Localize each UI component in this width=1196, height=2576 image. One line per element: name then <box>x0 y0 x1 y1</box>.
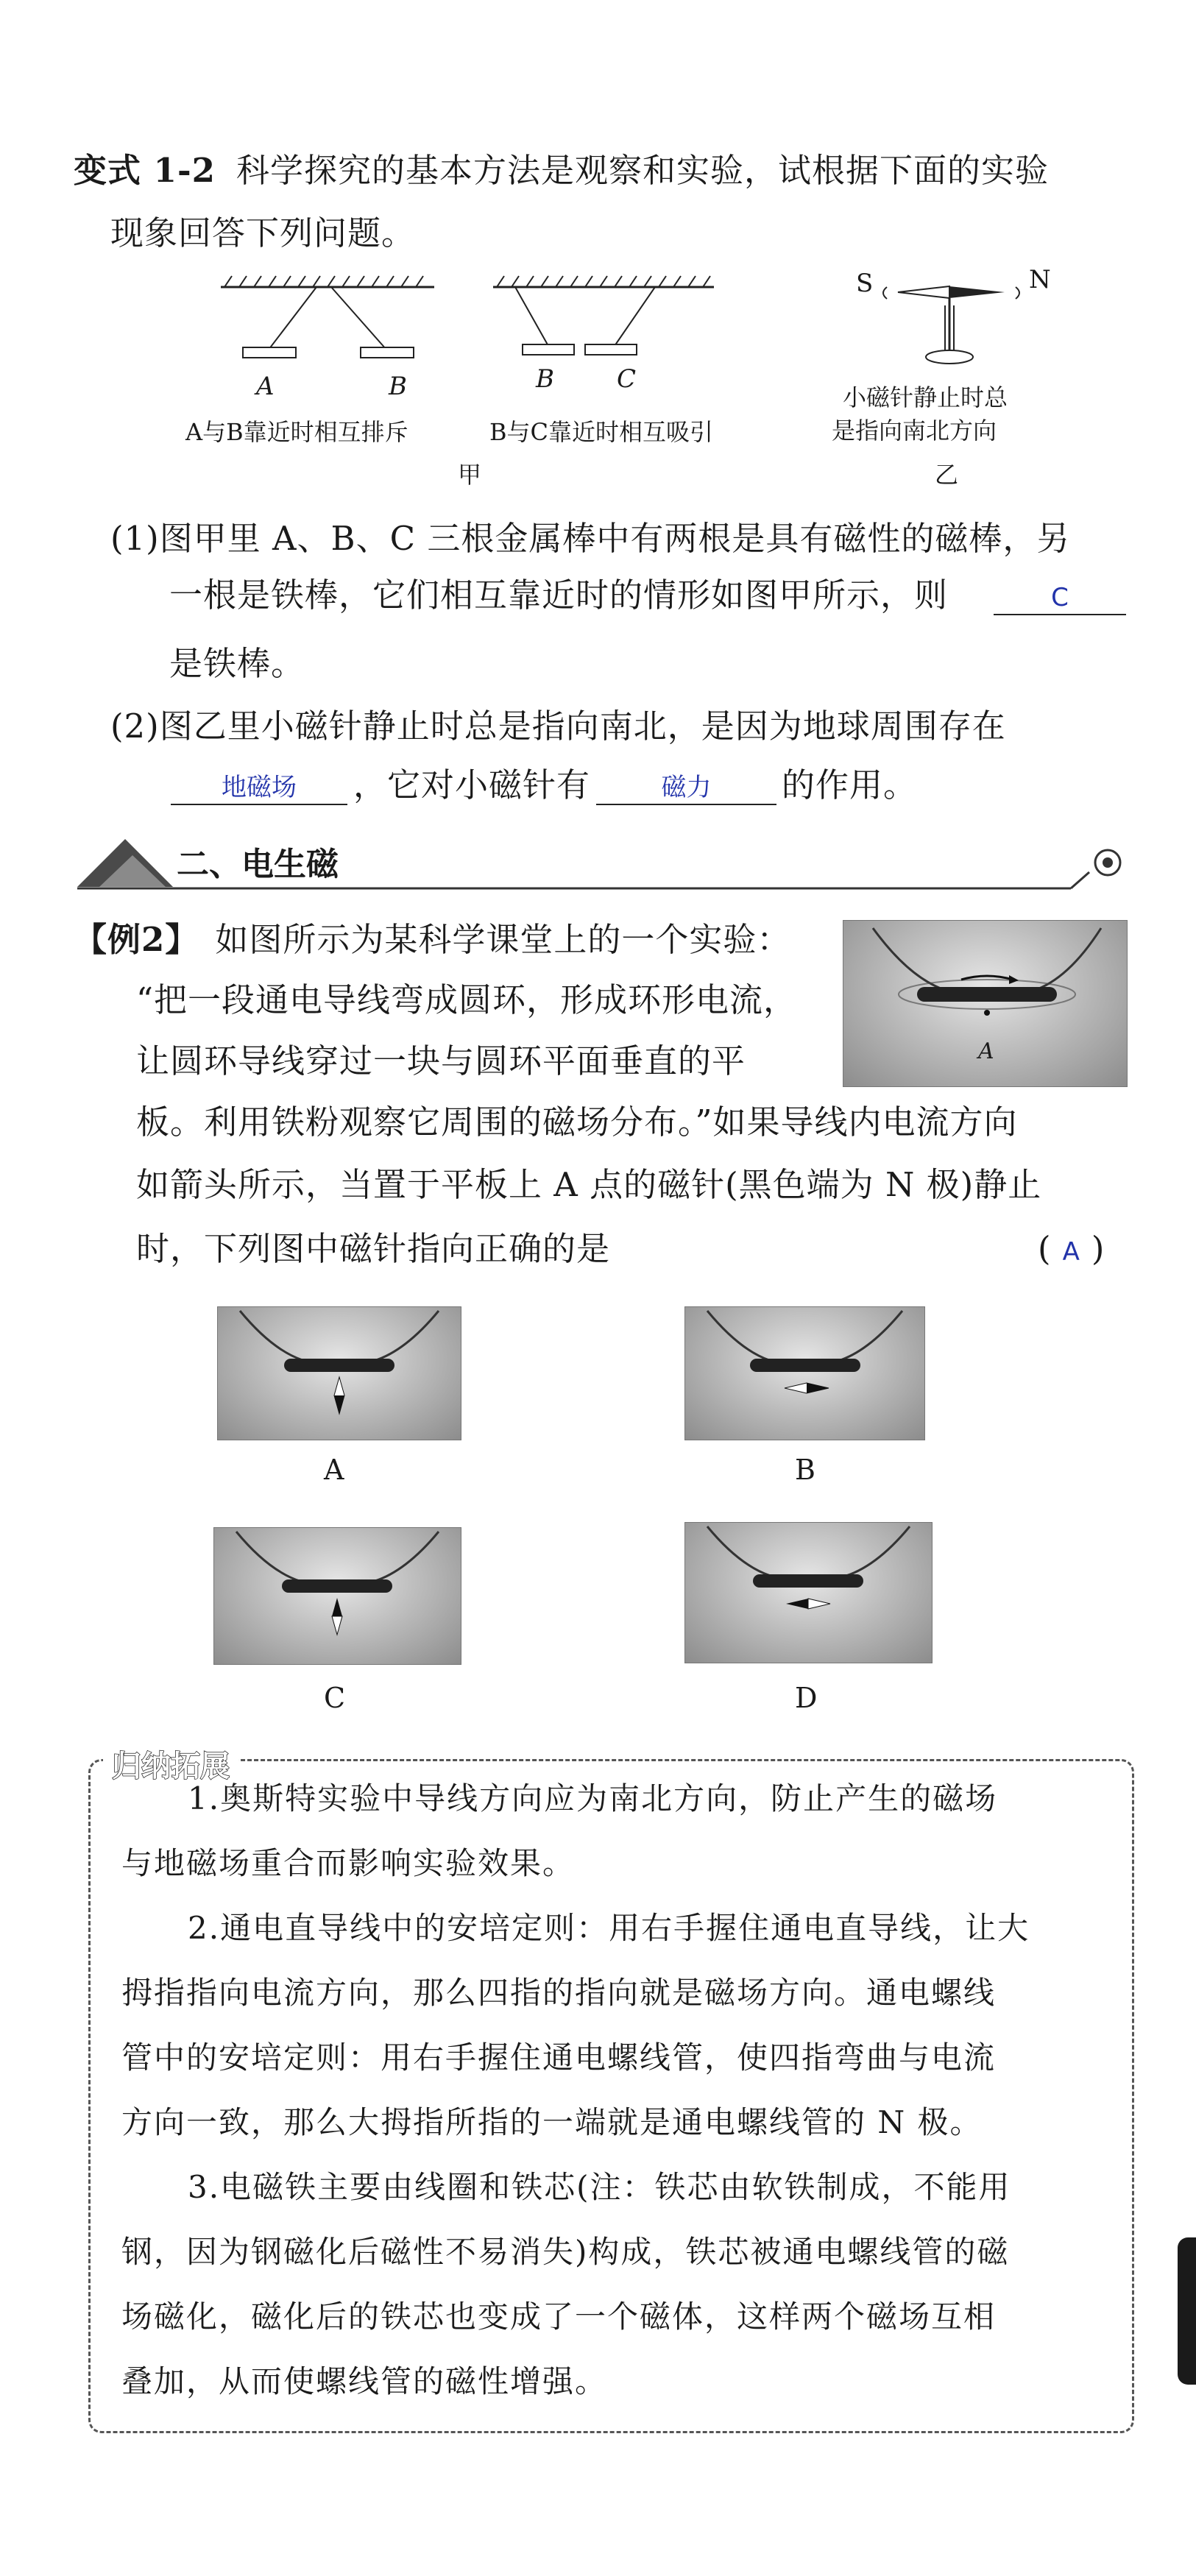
summary-title: 归纳拓展 <box>103 1743 238 1785</box>
fig-jia-label-b: B <box>389 372 407 401</box>
q1-line1: (1)图甲里 A、B、C 三根金属棒中有两根是具有磁性的磁棒，另 <box>110 519 1071 558</box>
option-d-label: D <box>795 1682 818 1714</box>
q2-end: 的作用。 <box>782 765 918 804</box>
page-edge-tab <box>1178 2237 1196 2385</box>
option-c-drawing <box>214 1528 461 1664</box>
option-a-photo <box>217 1306 461 1440</box>
option-d-drawing <box>685 1523 932 1663</box>
option-a-drawing <box>218 1307 461 1440</box>
variant-stem-line1: 变式 1-2 科学探究的基本方法是观察和实验，试根据下面的实验 <box>74 151 1049 190</box>
photo-point-a: A <box>978 1038 994 1064</box>
summary-p3-line4: 叠加，从而使螺线管的磁性增强。 <box>121 2363 608 2399</box>
option-b-drawing <box>685 1307 924 1440</box>
fig-jia-label-c: C <box>617 364 637 394</box>
example-answer: A <box>1062 1237 1091 1267</box>
option-c-photo <box>213 1527 461 1665</box>
summary-p3-line2: 钢，因为钢磁化后磁性不易消失)构成，铁芯被通电螺线管的磁 <box>121 2234 1010 2270</box>
summary-p2-line2: 拇指指向电流方向，那么四指的指向就是磁场方向。通电螺线 <box>121 1975 997 2011</box>
q1-line3: 是铁棒。 <box>169 644 305 683</box>
summary-p3-line3: 场磁化，磁化后的铁芯也变成了一个磁体，这样两个磁场互相 <box>121 2299 997 2335</box>
option-b-photo <box>684 1306 925 1440</box>
option-c-label: C <box>324 1682 346 1714</box>
q1-line2: 一根是铁棒，它们相互靠近时的情形如图甲所示，则 <box>169 576 949 615</box>
fig-yi-n-label: N <box>1029 265 1051 294</box>
example-answer-bracket: (A) <box>1038 1229 1117 1268</box>
example-line1: 【例2】 如图所示为某科学课堂上的一个实验： <box>74 920 791 959</box>
q1-answer-blank: C <box>994 576 1126 615</box>
summary-p3-line1: 3.电磁铁主要由线圈和铁芯(注：铁芯由软铁制成，不能用 <box>188 2169 1011 2205</box>
option-d-photo <box>684 1522 933 1663</box>
fig-jia-name: 甲 <box>458 461 482 489</box>
variant-label: 变式 1-2 <box>74 151 216 190</box>
summary-p2-line3: 管中的安培定则：用右手握住通电螺线管，使四指弯曲与电流 <box>121 2039 997 2076</box>
figure-jia-rods <box>206 265 736 383</box>
fig-yi-caption-line2: 是指向南北方向 <box>832 417 997 445</box>
fig-jia-caption-left: A与B靠近时相互排斥 <box>185 418 408 446</box>
variant-stem-line2: 现象回答下列问题。 <box>110 213 416 252</box>
fig-jia-label-b2: B <box>536 364 554 394</box>
example-line4: 板。利用铁粉观察它周围的磁场分布。”如果导线内电流方向 <box>136 1103 1018 1142</box>
summary-p2-line4: 方向一致，那么大拇指所指的一端就是通电螺线管的 N 极。 <box>121 2104 983 2140</box>
fig-yi-name: 乙 <box>935 461 959 489</box>
experiment-photo <box>843 920 1128 1087</box>
example-line2: “把一段通电导线弯成圆环，形成环形电流， <box>136 980 798 1019</box>
section-title: 二、电生磁 <box>177 846 339 883</box>
summary-p1-line1: 1.奥斯特实验中导线方向应为南北方向，防止产生的磁场 <box>188 1780 998 1816</box>
q2-line1: (2)图乙里小磁针静止时总是指向南北，是因为地球周围存在 <box>110 707 1006 746</box>
example-line6: 时，下列图中磁针指向正确的是 <box>136 1229 611 1268</box>
example-line3: 让圆环导线穿过一块与圆环平面垂直的平 <box>136 1041 746 1080</box>
option-a-label: A <box>324 1454 344 1486</box>
option-b-label: B <box>795 1454 815 1486</box>
fig-yi-caption-line1: 小磁针静止时总 <box>843 383 1008 411</box>
q2-answer-blank-2: 磁力 <box>596 765 776 805</box>
summary-p1-line2: 与地磁场重合而影响实验效果。 <box>121 1845 576 1881</box>
q2-mid: ，它对小磁针有 <box>353 765 591 804</box>
example-line5: 如箭头所示，当置于平板上 A 点的磁针(黑色端为 N 极)静止 <box>136 1165 1042 1204</box>
fig-yi-s-label: S <box>856 269 874 298</box>
summary-p2-line1: 2.通电直导线中的安培定则：用右手握住通电直导线，让大 <box>188 1910 1030 1946</box>
example-label: 【例2】 <box>74 920 199 959</box>
fig-jia-label-a: A <box>256 372 275 401</box>
fig-jia-caption-right: B与C靠近时相互吸引 <box>489 418 714 446</box>
q2-answer-blank-1: 地磁场 <box>171 765 347 805</box>
